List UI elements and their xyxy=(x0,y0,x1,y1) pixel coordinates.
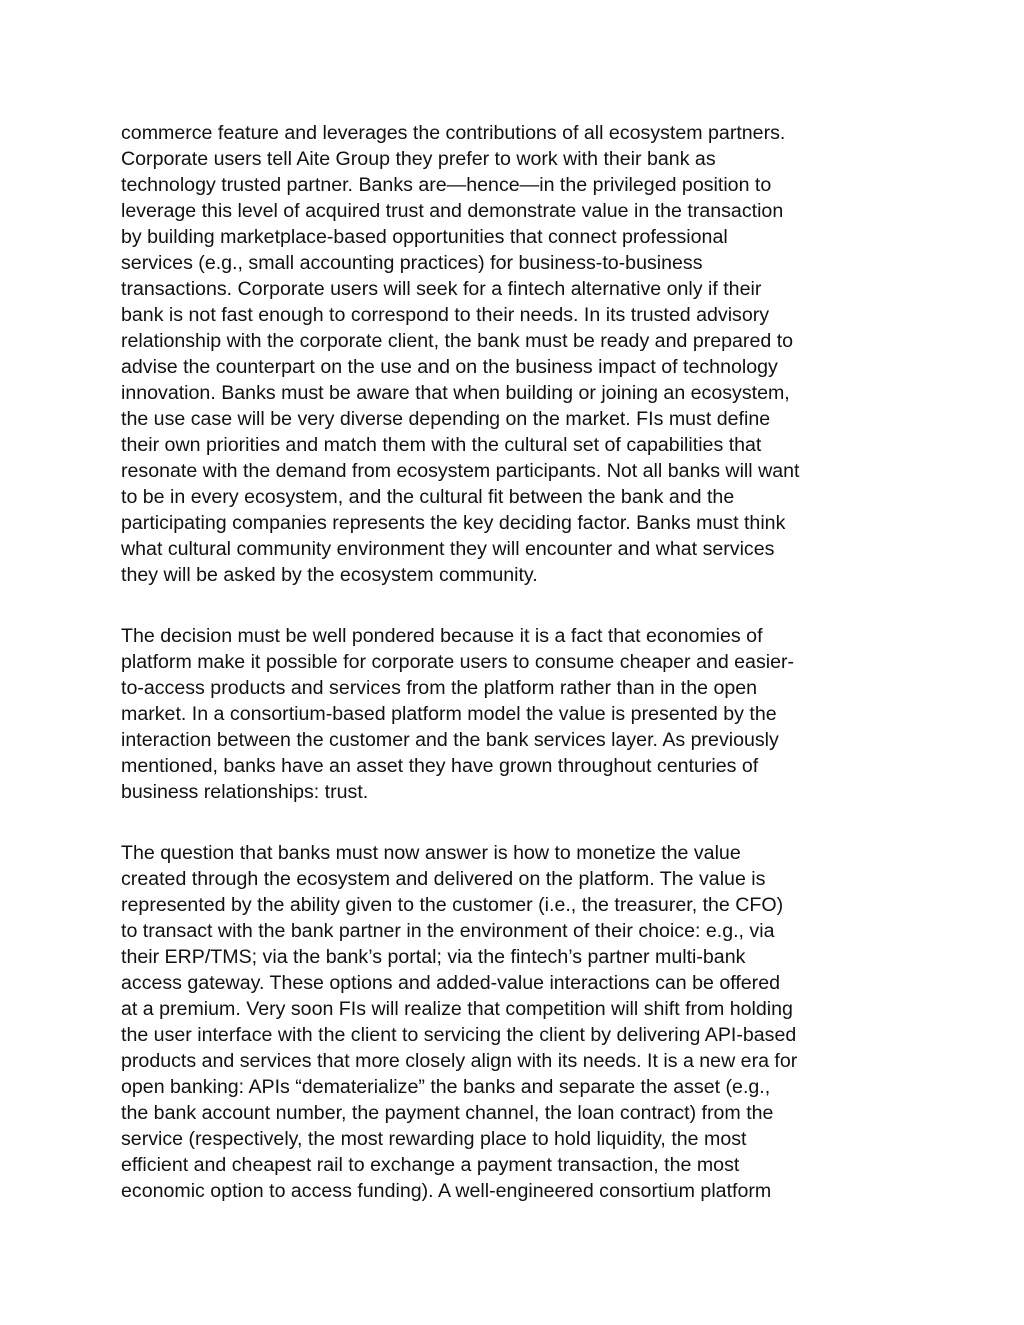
paragraph-line: their ERP/TMS; via the bank’s portal; via the fintech’s partner multi-bank xyxy=(121,946,746,968)
paragraph-line: resonate with the demand from ecosystem participants. Not all banks will want xyxy=(121,460,800,482)
paragraph-line: The decision must be well pondered because it is a fact that economies of xyxy=(121,625,763,647)
paragraph-line: participating companies represents the key deciding factor. Banks must think xyxy=(121,512,786,534)
paragraph-line: market. In a consortium-based platform model the value is presented by the xyxy=(121,703,777,725)
paragraph-line: the use case will be very diverse depending on the market. FIs must define xyxy=(121,408,771,430)
paragraph-line: their own priorities and match them with the cultural set of capabilities that xyxy=(121,434,762,456)
paragraph-line: what cultural community environment they will encounter and what services xyxy=(121,538,775,560)
paragraph-line: commerce feature and leverages the contributions of all ecosystem partners. xyxy=(121,122,786,144)
paragraph-line: interaction between the customer and the bank services layer. As previously xyxy=(121,729,779,751)
paragraph-line: mentioned, banks have an asset they have grown throughout centuries of xyxy=(121,755,759,777)
paragraph-line: at a premium. Very soon FIs will realize that competition will shift from holding xyxy=(121,998,793,1020)
paragraph-line: services (e.g., small accounting practices) for business-to-business xyxy=(121,252,703,274)
paragraph-line: bank is not fast enough to correspond to their needs. In its trusted advisory xyxy=(121,304,770,326)
paragraph-line: by building marketplace-based opportunities that connect professional xyxy=(121,226,728,248)
paragraph-line: business relationships: trust. xyxy=(121,781,369,803)
paragraph-line: open banking: APIs “dematerialize” the banks and separate the asset (e.g., xyxy=(121,1076,771,1098)
paragraph-line: relationship with the corporate client, the bank must be ready and prepared to xyxy=(121,330,794,352)
paragraph-line: access gateway. These options and added-value interactions can be offered xyxy=(121,972,781,994)
paragraph-line: economic option to access funding). A well-engineered consortium platform xyxy=(121,1180,772,1202)
paragraph-line: innovation. Banks must be aware that when building or joining an ecosystem, xyxy=(121,382,790,404)
paragraph-line: to-access products and services from the platform rather than in the open xyxy=(121,677,758,699)
paragraph-line: leverage this level of acquired trust and demonstrate value in the transaction xyxy=(121,200,784,222)
paragraph-line: products and services that more closely align with its needs. It is a new era for xyxy=(121,1050,798,1072)
paragraph-line: transactions. Corporate users will seek for a fintech alternative only if their xyxy=(121,278,762,300)
paragraph-line: to be in every ecosystem, and the cultural fit between the bank and the xyxy=(121,486,735,508)
paragraph-line: efficient and cheapest rail to exchange a payment transaction, the most xyxy=(121,1154,740,1176)
paragraph-line: The question that banks must now answer is how to monetize the value xyxy=(121,842,741,864)
paragraph-1 xyxy=(121,120,921,588)
paragraph-line: created through the ecosystem and delivered on the platform. The value is xyxy=(121,868,766,890)
paragraph-line: the user interface with the client to servicing the client by delivering API-based xyxy=(121,1024,797,1046)
paragraph-2 xyxy=(121,623,921,805)
paragraph-3 xyxy=(121,840,921,1204)
paragraph-line: service (respectively, the most rewarding place to hold liquidity, the most xyxy=(121,1128,747,1150)
paragraph-line: to transact with the bank partner in the environment of their choice: e.g., via xyxy=(121,920,775,942)
paragraph-line: advise the counterpart on the use and on the business impact of technology xyxy=(121,356,778,378)
paragraph-line: platform make it possible for corporate users to consume cheaper and easier- xyxy=(121,651,795,673)
paragraph-line: technology trusted partner. Banks are—hence—in the privileged position to xyxy=(121,174,772,196)
paragraph-line: the bank account number, the payment channel, the loan contract) from the xyxy=(121,1102,774,1124)
paragraph-line: they will be asked by the ecosystem community. xyxy=(121,564,538,586)
paragraph-line: represented by the ability given to the customer (i.e., the treasurer, the CFO) xyxy=(121,894,784,916)
paragraph-line: Corporate users tell Aite Group they prefer to work with their bank as xyxy=(121,148,716,170)
